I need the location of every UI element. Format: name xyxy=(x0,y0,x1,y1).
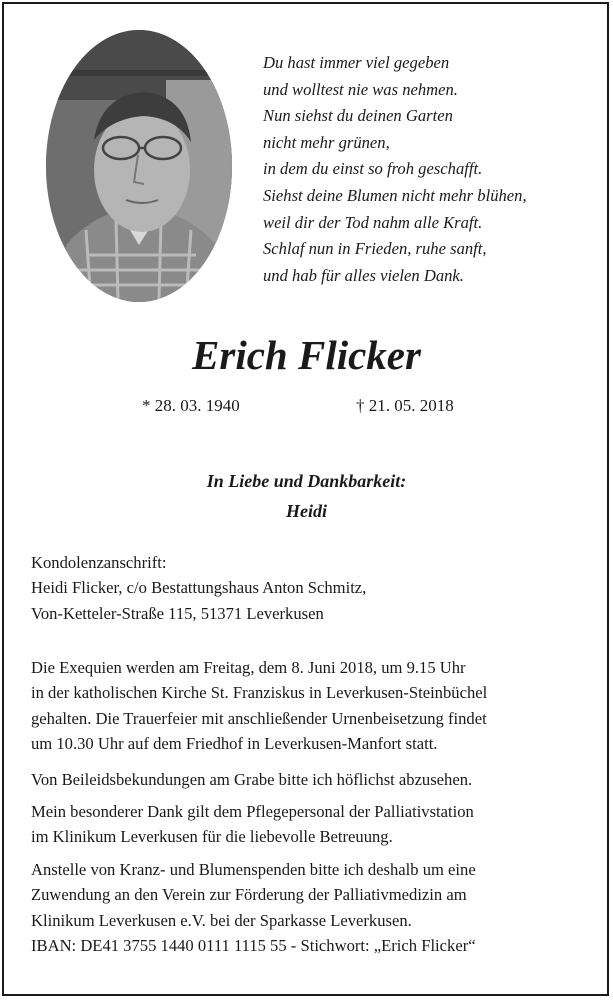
dedication-line: In Liebe und Dankbarkeit: xyxy=(206,471,407,491)
grave-note-paragraph xyxy=(31,767,472,792)
poem-line: und hab für alles vielen Dank. xyxy=(263,265,464,285)
exequien-paragraph xyxy=(31,655,487,757)
text-line: Von Beileidsbekundungen am Grabe bitte ich höflichst abzusehen. xyxy=(31,770,473,789)
text-line: Heidi Flicker, c/o Bestattungshaus Anton Schmitz, xyxy=(31,578,367,598)
text-line: in der katholischen Kirche St. Franziskus in Leverkusen-Steinbüchel xyxy=(31,683,488,703)
mourner-name: Heidi xyxy=(286,501,327,521)
condolence-address xyxy=(31,550,366,626)
text-line: Zuwendung an den Verein zur Förderung der Palliativmedizin am xyxy=(31,885,467,905)
poem-line: weil dir der Tod nahm alle Kraft. xyxy=(263,212,483,232)
deceased-name: Erich Flicker xyxy=(192,332,421,378)
poem-line: Schlaf nun in Frieden, ruhe sanft, xyxy=(263,239,487,259)
text-line: Mein besonderer Dank gilt dem Pflegepersonal der Palliativstation xyxy=(31,802,474,821)
text-line: Kondolenzanschrift: xyxy=(31,553,167,572)
text-line: um 10.30 Uhr auf dem Friedhof in Leverkusen-Manfort statt. xyxy=(31,734,438,754)
text-line: im Klinikum Leverkusen für die liebevolle Betreuung. xyxy=(31,827,393,847)
text-line: gehalten. Die Trauerfeier mit anschließender Urnenbeisetzung findet xyxy=(31,708,487,728)
poem-line: Siehst deine Blumen nicht mehr blühen, xyxy=(263,185,527,205)
portrait-photo xyxy=(46,30,232,302)
text-line: Klinikum Leverkusen e.V. bei der Sparkasse Leverkusen. xyxy=(31,910,412,930)
text-line: Die Exequien werden am Freitag, dem 8. Juni 2018, um 9.15 Uhr xyxy=(31,658,466,677)
poem-line: und wolltest nie was nehmen. xyxy=(263,79,458,99)
dedication xyxy=(0,466,613,526)
text-line: Von-Ketteler-Straße 115, 51371 Leverkusen xyxy=(31,603,324,623)
poem-line: in dem du einst so froh geschafft. xyxy=(263,159,483,179)
text-line: IBAN: DE41 3755 1440 0111 1115 55 - Stichwort: „Erich Flicker“ xyxy=(31,936,476,956)
text-line: Anstelle von Kranz- und Blumenspenden bitte ich deshalb um eine xyxy=(31,860,476,879)
death-date: † 21. 05. 2018 xyxy=(356,396,454,415)
donation-paragraph xyxy=(31,857,476,959)
poem-line: nicht mehr grünen, xyxy=(263,132,390,152)
memorial-poem xyxy=(263,50,527,289)
thanks-paragraph xyxy=(31,799,474,850)
poem-line: Nun siehst du deinen Garten xyxy=(263,106,453,126)
birth-date: * 28. 03. 1940 xyxy=(142,396,240,415)
poem-line: Du hast immer viel gegeben xyxy=(263,53,450,72)
